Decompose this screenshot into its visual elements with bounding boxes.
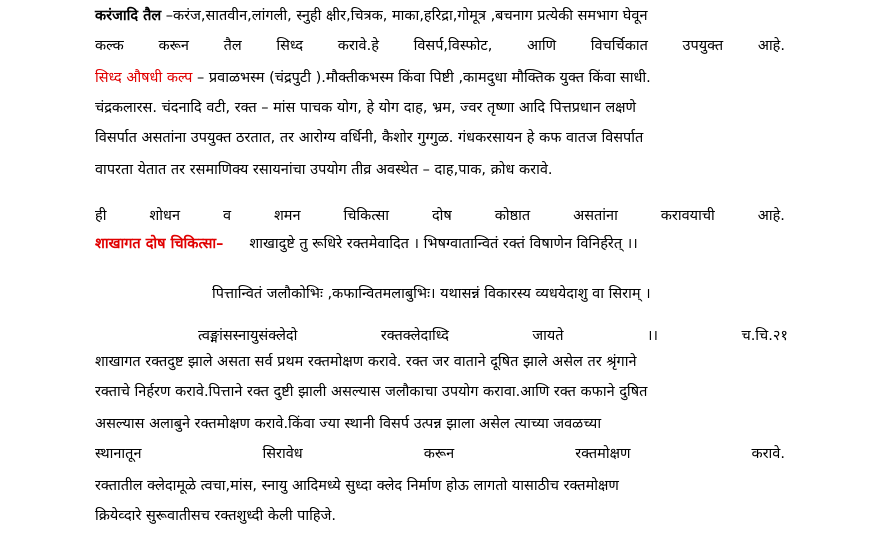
verse-3-part: रक्तक्लेदाध्दि xyxy=(380,328,449,344)
word: कोष्ठात xyxy=(494,208,531,224)
word: व xyxy=(222,208,231,224)
karanjadi-line-1 xyxy=(95,6,785,26)
verse-1: शाखादुष्टे तु रूधिरे रक्तमेवादित । भिषग्वातान्वितं रक्तं विषाणेन विनिर्हरेत् ।। xyxy=(249,236,638,252)
word: ही xyxy=(95,208,107,224)
word: सिध्द xyxy=(276,38,304,54)
word: करून xyxy=(158,38,189,54)
siddha-kalpa-text: – प्रवाळभस्म (चंद्रपुटी ).मौक्तीकभस्म किंवा पिष्टी ,कामदुधा मौक्तिक युक्त किंवा साधी. xyxy=(192,70,651,86)
text-line: वापरता येतात तर रसमाणिक्य रसायनांचा उपयोग तीव्र अवस्थेत – दाह,पाक, क्रोध करावे. xyxy=(95,162,553,178)
word: करावे. xyxy=(751,446,785,462)
verse-3 xyxy=(198,326,788,346)
word: दोष xyxy=(431,208,452,224)
word: रक्तमोक्षण xyxy=(575,446,631,462)
text-line: क्रियेव्दारे सुरूवातीसच रक्तशुध्दी केली पाहिजे. xyxy=(95,508,336,524)
verse-2: पित्तान्वितं जलौकोभिः ,कफान्वितमलाबुभिः। यथासन्नं विकारस्य व्यधयेदाशु वा सिराम् । xyxy=(212,286,651,302)
siddha-kalpa-line xyxy=(95,68,785,88)
word: शोधन xyxy=(149,208,180,224)
word: असतांना xyxy=(573,208,618,224)
text-line: शाखागत रक्तदुष्ट झाले असता सर्व प्रथम रक्तमोक्षण करावे. रक्त जर वाताने दूषित झाले असेल तर श्रृंगाने xyxy=(95,354,637,370)
word: तैल xyxy=(223,38,242,54)
word: आहे. xyxy=(757,208,785,224)
verse-3-part: जायते xyxy=(532,328,564,344)
siravedh-line xyxy=(95,444,785,464)
word: करावयाची xyxy=(660,208,715,224)
word: सिरावेध xyxy=(262,446,303,462)
word: करून xyxy=(423,446,455,462)
karanjadi-heading: करंजादि तैल xyxy=(95,8,162,24)
word: विचर्चिकात xyxy=(590,38,648,54)
karanjadi-ingredients: –करंज,सातवीन,लांगली, स्नुही क्षीर,चित्रक, माका,हरिद्रा,गोमूत्र ,बचनाग प्रत्येकी समभाग घेवून xyxy=(161,8,648,24)
word: आणि xyxy=(527,38,557,54)
verse-3-part: त्वङ्मांसस्नायुसंक्लेदो xyxy=(198,328,298,344)
word: स्थानातून xyxy=(95,446,142,462)
word: विसर्प,विस्फोट, xyxy=(413,38,493,54)
verse-3-part: ।। xyxy=(647,328,659,344)
text-line: रक्ताचे निर्हरण करावे.पित्ताने रक्त दुष्टी झाली असल्यास जलौकाचा उपयोग करावा.आणि रक्त कफाने दुषित xyxy=(95,384,648,400)
text-line: चंद्रकलारस. चंदनादि वटी, रक्त – मांस पाचक योग, हे योग दाह, भ्रम, ज्वर तृष्णा आदि पित्तप्रधान लक्षणे xyxy=(95,100,637,116)
word: शमन xyxy=(273,208,301,224)
word: करावे.हे xyxy=(337,38,379,54)
text-line: विसर्पात असतांना उपयुक्त ठरतात, तर आरोग्य वर्धिनी, कैशोर गुग्गुळ. गंधकरसायन हे कफ वातज विसर्पात xyxy=(95,130,644,146)
text-line: रक्तातील क्लेदामूळे त्वचा,मांस, स्नायु आदिमध्ये सुध्दा क्लेद निर्माण होऊ लागतो यासाठीच रक्तमोक्षण xyxy=(95,478,619,494)
word: आहे. xyxy=(757,38,785,54)
siddha-kalpa-heading: सिध्द औषधी कल्प xyxy=(95,70,193,86)
text-line: असल्यास अलाबुने रक्तमोक्षण करावे.किंवा ज्या स्थानी विसर्प उत्पन्न झाला असेल त्याच्या जवळच्या xyxy=(95,416,602,432)
karanjadi-line-2 xyxy=(95,36,785,56)
word: चिकित्सा xyxy=(343,208,390,224)
shakhagat-heading: शाखागत दोष चिकित्सा– xyxy=(95,236,224,252)
shodhan-line xyxy=(95,206,785,226)
word: कल्क xyxy=(95,38,124,54)
word: उपयुक्त xyxy=(682,38,724,54)
verse-reference: च.चि.२१ xyxy=(741,328,788,344)
shakhagat-heading-line xyxy=(95,234,785,254)
